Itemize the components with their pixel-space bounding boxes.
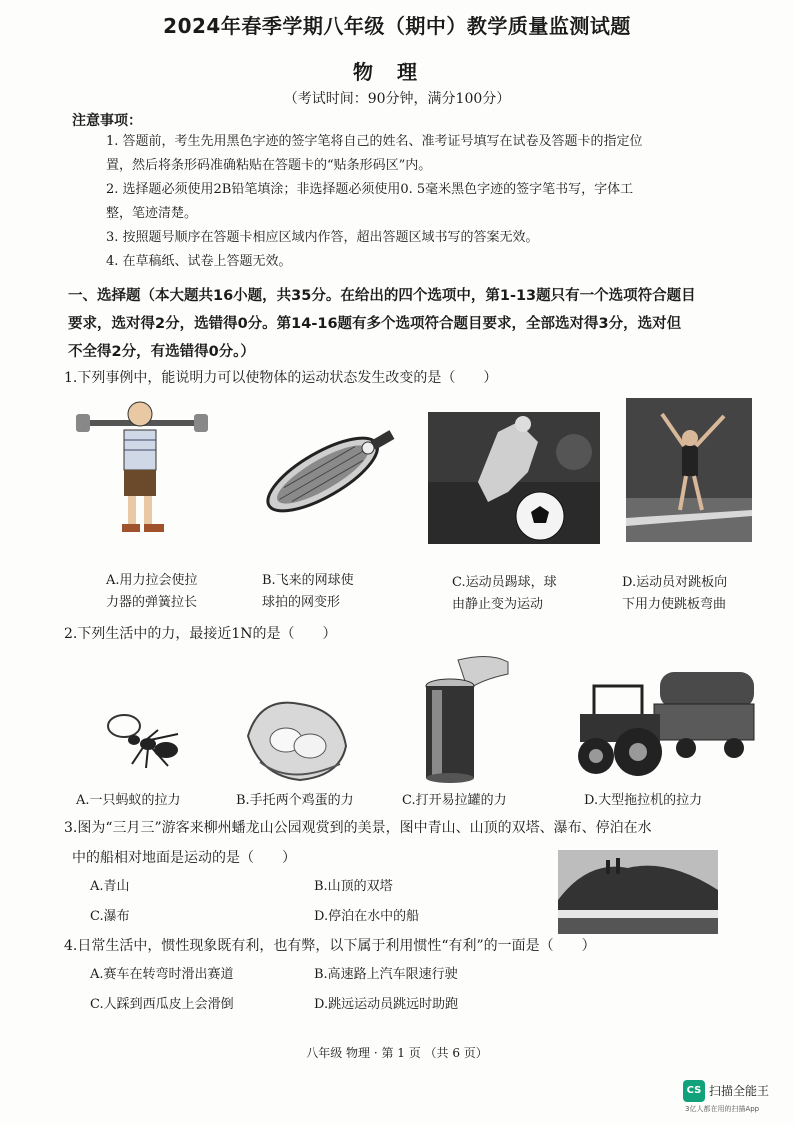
hand-eggs-image (240, 676, 352, 788)
q1-option-a[interactable] (106, 570, 246, 614)
option-text: D.运动员对跳板向 (622, 575, 728, 590)
q1-option-c[interactable] (452, 572, 602, 616)
page-footer: 八年级 物理 · 第 1 页 （共 6 页） (306, 1046, 488, 1060)
notice-item: 4. 在草稿纸、试卷上答题无效。 (106, 254, 292, 269)
q4-option-d[interactable]: D.跳远运动员跳远时助跑 (314, 997, 459, 1012)
can-image (410, 654, 510, 784)
option-text: 下用力使跳板弯曲 (622, 597, 727, 612)
expander-boy-image (72, 398, 212, 538)
option-text: C.运动员踢球，球 (452, 575, 557, 590)
tennis-racket-image (252, 412, 402, 532)
q3-option-c[interactable]: C.瀑布 (90, 909, 130, 924)
notice-item: 置，然后将条形码准确粘贴在答题卡的“贴条形码区”内。 (106, 158, 432, 173)
section-line: 要求，选对得2分，选错得0分。第14-16题有多个选项符合题目要求，全部选对得3分，选对但 (68, 316, 682, 332)
q1-option-b[interactable] (262, 570, 402, 614)
section-line: 不全得2分，有选错得0分。） (68, 344, 255, 360)
question-4-stem: 4.日常生活中，惯性现象既有利，也有弊，以下属于利用惯性“有利”的一面是（ ） (64, 938, 596, 954)
exam-title: 2024年春季学期八年级（期中）教学质量监测试题 (163, 14, 631, 38)
notice-list (106, 130, 746, 274)
scanner-watermark (683, 1078, 783, 1114)
q3-option-d[interactable]: D.停泊在水中的船 (314, 909, 420, 924)
q2-option-b[interactable]: B.手托两个鸡蛋的力 (236, 793, 354, 808)
option-text: B.飞来的网球使 (262, 573, 354, 588)
notice-item: 整，笔迹清楚。 (106, 206, 198, 221)
camscanner-tagline: 3亿人都在用的扫描App (685, 1105, 760, 1113)
question-1-stem: 1.下列事例中，能说明力可以使物体的运动状态发生改变的是（ ） (64, 370, 498, 386)
q4-option-c[interactable]: C.人踩到西瓜皮上会滑倒 (90, 997, 234, 1012)
question-3-stem-line1: 3.图为“三月三”游客来柳州蟠龙山公园观赏到的美景，图中青山、山顶的双塔、瀑布、停泊在水 (64, 820, 652, 836)
diving-board-image (626, 398, 752, 542)
subject-title: 物理 (353, 60, 441, 84)
question-3-stem-line2: 中的船相对地面是运动的是（ ） (72, 850, 296, 866)
q2-option-a[interactable]: A.一只蚂蚁的拉力 (76, 793, 181, 808)
mountain-park-image (558, 850, 718, 934)
notice-item: 1. 答题前，考生先用黑色字迹的签字笔将自己的姓名、准考证号填写在试卷及答题卡的指定位 (106, 134, 643, 149)
camscanner-name: 扫描全能王 (709, 1084, 770, 1098)
ant-image (88, 704, 188, 770)
option-text: 球拍的网变形 (262, 595, 341, 610)
q1-option-d[interactable] (622, 572, 782, 616)
section-instructions (68, 282, 758, 366)
q3-option-a[interactable]: A.青山 (90, 879, 130, 894)
notice-item: 2. 选择题必须使用2B铅笔填涂；非选择题必须使用0. 5毫米黑色字迹的签字笔书写，字体工 (106, 182, 634, 197)
q2-option-c[interactable]: C.打开易拉罐的力 (402, 793, 507, 808)
notice-item: 3. 按照题号顺序在答题卡相应区域内作答，超出答题区域书写的答案无效。 (106, 230, 539, 245)
option-text: A.用力拉会使拉 (106, 573, 198, 588)
q4-option-a[interactable]: A.赛车在转弯时滑出赛道 (90, 967, 234, 982)
option-text: 由静止变为运动 (452, 597, 544, 612)
q3-option-b[interactable]: B.山顶的双塔 (314, 879, 393, 894)
soccer-kick-image (428, 412, 600, 544)
section-line: 一、选择题（本大题共16小题，共35分。在给出的四个选项中，第1-13题只有一个选项符合题目 (68, 288, 696, 304)
exam-info: （考试时间：90分钟，满分100分） (283, 91, 511, 107)
question-2-stem: 2.下列生活中的力，最接近1N的是（ ） (64, 626, 337, 642)
q4-option-b[interactable]: B.高速路上汽车限速行驶 (314, 967, 458, 982)
tractor-image (574, 664, 756, 782)
notice-heading: 注意事项： (72, 113, 142, 129)
camscanner-logo-icon: CS (683, 1080, 705, 1102)
q2-option-d[interactable]: D.大型拖拉机的拉力 (584, 793, 703, 808)
option-text: 力器的弹簧拉长 (106, 595, 198, 610)
